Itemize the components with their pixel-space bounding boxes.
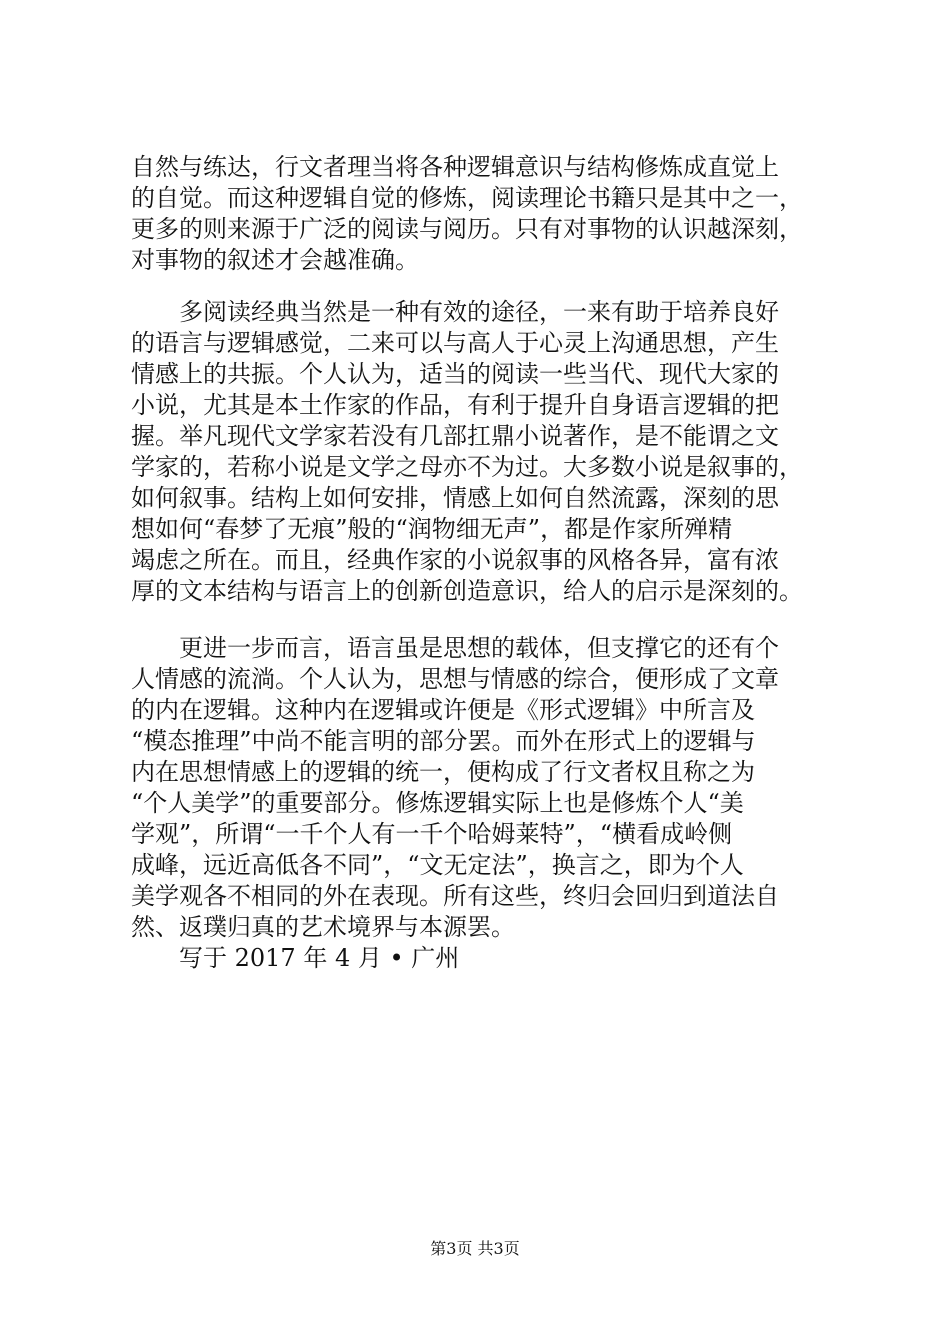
- text-line: 自然与练达，行文者理当将各种逻辑意识与结构修炼成直觉上: [131, 153, 779, 181]
- text-line: 的内在逻辑。这种内在逻辑或许便是《形式逻辑》中所言及: [131, 696, 755, 724]
- text-line: 学观”，所谓“一千个人有一千个哈姆莱特”，“横看成岭侧: [131, 820, 733, 848]
- text-line: “模态推理”中尚不能言明的部分罢。而外在形式上的逻辑与: [131, 727, 756, 755]
- text-line: 学家的，若称小说是文学之母亦不为过。大多数小说是叙事的，: [131, 453, 803, 481]
- text-line: 美学观各不相同的外在表现。所有这些，终归会回归到道法自: [131, 882, 779, 910]
- text-line: 的语言与逻辑感觉，二来可以与高人于心灵上沟通思想，产生: [131, 329, 779, 357]
- text-line: 多阅读经典当然是一种有效的途径，一来有助于培养良好: [131, 298, 779, 326]
- text-line: 想如何“春梦了无痕”般的“润物细无声”，都是作家所殚精: [131, 515, 733, 543]
- text-line: 小说，尤其是本土作家的作品，有利于提升自身语言逻辑的把: [131, 391, 779, 419]
- text-line: 更多的则来源于广泛的阅读与阅历。只有对事物的认识越深刻，: [131, 215, 803, 243]
- text-line: 的自觉。而这种逻辑自觉的修炼，阅读理论书籍只是其中之一，: [131, 184, 803, 212]
- text-line: 厚的文本结构与语言上的创新创造意识，给人的启示是深刻的。: [131, 577, 803, 605]
- text-line: 情感上的共振。个人认为，适当的阅读一些当代、现代大家的: [131, 360, 779, 388]
- text-line: 对事物的叙述才会越准确。: [131, 246, 419, 274]
- text-line: 更进一步而言，语言虽是思想的载体，但支撑它的还有个: [131, 634, 779, 662]
- text-line: 内在思想情感上的逻辑的统一，便构成了行文者权且称之为: [131, 758, 755, 786]
- text-line: 人情感的流淌。个人认为，思想与情感的综合，便形成了文章: [131, 665, 779, 693]
- text-line: “个人美学”的重要部分。修炼逻辑实际上也是修炼个人“美: [131, 789, 744, 817]
- text-line: 握。举凡现代文学家若没有几部扛鼎小说著作，是不能谓之文: [131, 422, 779, 450]
- page-number-footer: 第3页 共3页: [430, 1239, 520, 1258]
- text-line: 成峰，远近高低各不同”，“文无定法”，换言之，即为个人: [131, 851, 744, 879]
- signature-line: 写于 2017 年 4 月 • 广州: [131, 944, 460, 972]
- text-line: 如何叙事。结构上如何安排，情感上如何自然流露，深刻的思: [131, 484, 779, 512]
- text-line: 竭虑之所在。而且，经典作家的小说叙事的风格各异，富有浓: [131, 546, 779, 574]
- text-line: 然、返璞归真的艺术境界与本源罢。: [131, 913, 515, 941]
